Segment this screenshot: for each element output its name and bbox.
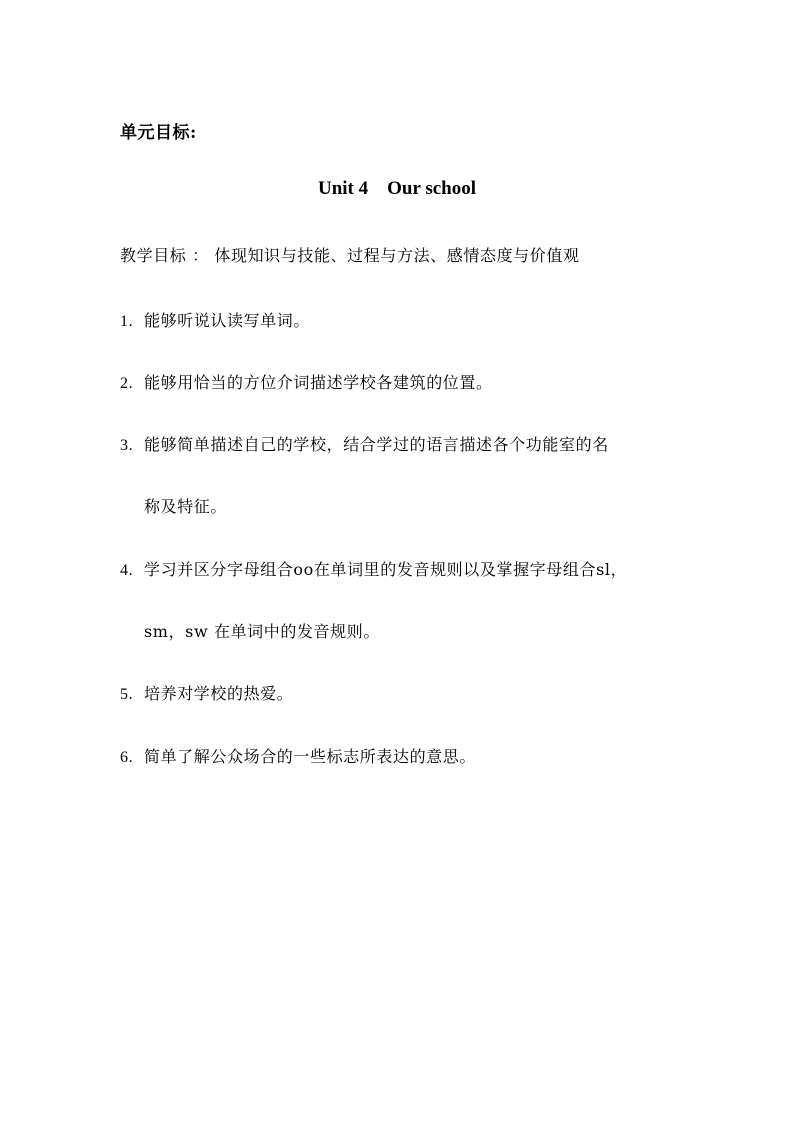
unit-title: Unit 4 Our school [317,178,476,199]
goal-number: 4. [120,562,134,579]
goal-item-3-continuation: 称及特征。 [144,497,228,516]
goal-number: 5. [120,686,134,703]
goal-item-4-continuation: sm，sw 在单词中的发音规则。 [144,622,380,641]
goal-item-3 [120,432,609,455]
teaching-goals-intro: 教学目标 ： 体现知识与技能、过程与方法、感情态度与价值观 [120,246,580,265]
goal-number: 2. [120,375,134,392]
goal-text: 能够听说认读写单词。 [144,311,311,330]
goal-text: 能够简单描述自己的学校，结合学过的语言描述各个功能室的名 [144,435,609,454]
goal-item-1 [120,308,310,331]
goal-item-6 [120,744,476,767]
goal-text: 培养对学校的热爱。 [144,684,294,703]
goal-text: 学习并区分字母组合oo在单词里的发音规则以及掌握字母组合sl， [144,560,628,579]
section-heading: 单元目标: [120,123,197,143]
goal-number: 1. [120,313,134,330]
goal-item-5 [120,681,293,704]
goal-number: 3. [120,437,134,454]
goal-item-4 [120,557,627,580]
goal-text: 简单了解公众场合的一些标志所表达的意思。 [144,747,477,766]
goal-number: 6. [120,749,134,766]
goal-text: 能够用恰当的方位介词描述学校各建筑的位置。 [144,373,493,392]
goal-item-2 [120,370,493,393]
